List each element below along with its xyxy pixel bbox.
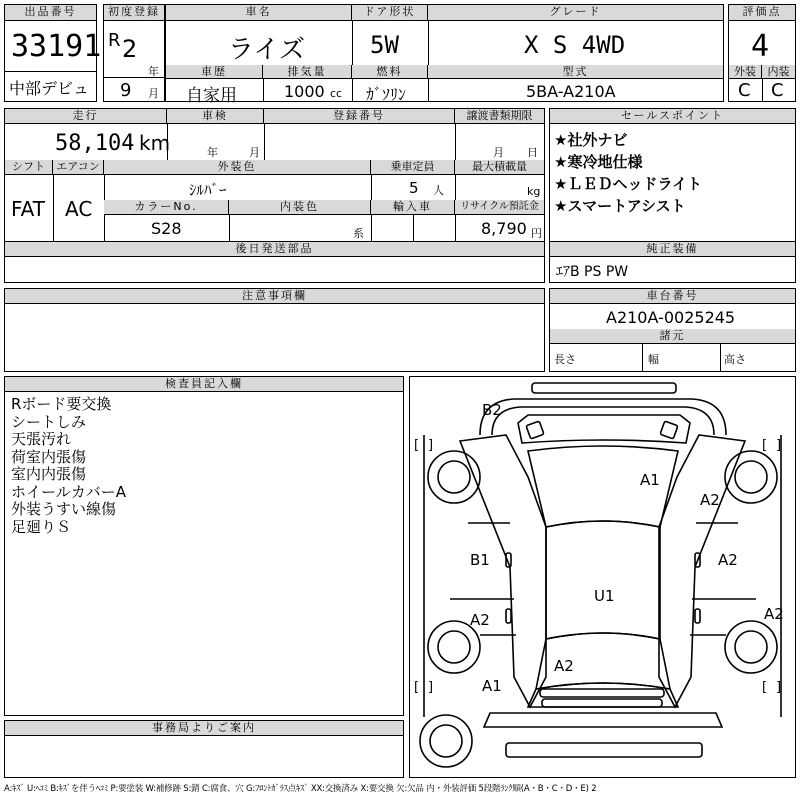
interior-color-unit: 系 <box>353 227 364 240</box>
office-notice-box <box>4 720 404 778</box>
equipment-value: ｴｱB PS PW <box>556 264 629 280</box>
year-unit: 年 <box>148 65 159 78</box>
reg-month: 9 <box>120 80 132 101</box>
chassis-number: A210A-0025245 <box>606 308 736 327</box>
inspector-note: シートしみ <box>11 412 87 431</box>
svg-text:[: [ <box>762 438 768 453</box>
month-unit: 月 <box>148 87 159 100</box>
car-diagram-box <box>409 376 796 778</box>
sales-point-item: ★社外ナビ <box>554 131 628 149</box>
chassis-box <box>549 288 796 372</box>
damage-mark: B1 <box>470 551 490 569</box>
damage-mark: B2 <box>482 401 502 419</box>
inspector-note: 足廻りＳ <box>11 517 72 536</box>
history: 自家用 <box>186 86 237 106</box>
score-label: 評価点 <box>729 5 795 21</box>
dimensions-label: 諸元 <box>550 329 795 344</box>
sales-points-label: セールスポイント <box>550 109 795 124</box>
damage-mark: A2 <box>700 491 720 509</box>
max-load-unit: kg <box>527 185 541 198</box>
car-info-cell <box>165 4 724 106</box>
interior-label: 内装 <box>762 65 795 79</box>
damage-mark: U1 <box>594 587 615 605</box>
lot-number-label: 出品番号 <box>5 5 96 21</box>
legend: A:ｷｽﾞ U:ﾍｺﾐ B:ｷｽﾞを伴うﾍｺﾐ P:要塗装 W:補修跡 S:錆 C:腐食、穴 G:ﾌﾛﾝﾄｶﾞﾗｽ点ｷｽﾞ XX:交換済み X:要交換 欠:欠品 内・外装評価 5段階ﾗﾝｸ順(A・B・C・D・E) 2 <box>4 784 597 794</box>
displacement: 1000 <box>284 82 325 101</box>
door-type: 5W <box>370 31 399 59</box>
grade: X S 4WD <box>524 31 626 59</box>
mileage: 58,104 <box>55 131 135 156</box>
fuel: ｶﾞｿﾘﾝ <box>366 85 407 104</box>
lot-number: 33191 <box>11 29 102 64</box>
inspector-note: 外装うすい線傷 <box>11 500 117 518</box>
ac-label: エアコン <box>53 160 104 175</box>
recycle-deposit: 8,790 <box>481 219 527 238</box>
door-label: ドア形状 <box>352 5 428 21</box>
svg-text:[: [ <box>762 680 768 695</box>
era: R <box>108 30 121 51</box>
damage-mark: A2 <box>718 551 738 569</box>
color-number: S28 <box>151 219 182 238</box>
inspector-note: Rボード要交換 <box>11 395 112 413</box>
damage-mark: A1 <box>482 677 502 695</box>
damage-mark: A2 <box>764 605 784 623</box>
sales-point-item: ★寒冷地仕様 <box>554 153 643 171</box>
ac: AC <box>65 197 93 221</box>
transfer-day-unit: 日 <box>527 146 538 159</box>
fuel-label: 燃料 <box>352 65 428 79</box>
spec-table <box>4 108 545 242</box>
import-label: 輸入車 <box>371 200 455 215</box>
height-label: 高さ <box>724 353 746 366</box>
svg-text:]: ] <box>776 438 782 453</box>
inspector-notes-label: 検査員記入欄 <box>5 377 403 392</box>
score: 4 <box>751 29 770 64</box>
mileage-unit: km <box>139 131 171 155</box>
model-code: 5BA-A210A <box>526 82 616 101</box>
equipment-label: 純正装備 <box>550 242 795 257</box>
history-label: 車歴 <box>166 65 263 79</box>
office-notice-label: 事務局よりご案内 <box>5 721 403 736</box>
color: ｼﾙﾊﾞｰ <box>189 181 227 199</box>
recycle-unit: 円 <box>531 227 542 240</box>
first-registration-cell <box>103 4 165 102</box>
inspection-month-unit: 月 <box>249 146 260 159</box>
car-body-diagram <box>410 377 795 777</box>
max-load-label: 最大積載量 <box>455 160 544 175</box>
inspector-note: 天張汚れ <box>11 430 72 448</box>
color-number-label: カラーNo. <box>104 200 229 215</box>
shift: FAT <box>11 197 46 221</box>
reg-year: 2 <box>122 35 138 63</box>
inspection-year-unit: 年 <box>207 146 218 159</box>
parts-box <box>4 241 545 283</box>
svg-text:[: [ <box>414 438 420 453</box>
damage-mark: A2 <box>554 657 574 675</box>
svg-text:]: ] <box>428 680 434 695</box>
color-label: 外装色 <box>104 160 371 175</box>
inspector-note: ホイールカバーA <box>11 482 126 501</box>
shift-label: シフト <box>5 160 53 175</box>
length-label: 長さ <box>554 353 576 366</box>
transfer-doc-label: 譲渡書類期限 <box>455 109 544 124</box>
reg-number-label: 登録番号 <box>264 109 455 124</box>
equipment-box <box>549 241 796 283</box>
damage-mark: A1 <box>640 471 660 489</box>
car-name-label: 車名 <box>166 5 352 21</box>
width-label: 幅 <box>648 353 659 366</box>
interior-color-label: 内装色 <box>229 200 371 215</box>
sales-point-item: ★スマートアシスト <box>554 197 686 215</box>
lot-number-cell <box>4 4 102 102</box>
interior-grade: C <box>771 80 784 101</box>
first-registration-label: 初度登録 <box>104 5 164 21</box>
inspection-label: 車検 <box>167 109 264 124</box>
venue-name: 中部デビュ <box>9 79 90 98</box>
svg-text:[: [ <box>414 680 420 695</box>
sales-points-box <box>549 108 796 242</box>
displacement-label: 排気量 <box>263 65 352 79</box>
svg-text:]: ] <box>428 438 434 453</box>
parts-label: 後日発送部品 <box>5 242 544 257</box>
transfer-month-unit: 月 <box>493 146 504 159</box>
grade-label: グレード <box>428 5 723 21</box>
svg-text:]: ] <box>776 680 782 695</box>
seats-unit: 人 <box>433 184 444 197</box>
chassis-label: 車台番号 <box>550 289 795 304</box>
seats-label: 乗車定員 <box>371 160 455 175</box>
inspector-note: 室内内張傷 <box>11 465 87 483</box>
car-name: ライズ <box>228 35 305 65</box>
cautions-box <box>4 288 545 372</box>
exterior-grade: C <box>738 80 751 101</box>
exterior-label: 外装 <box>729 65 762 79</box>
inspector-notes-box <box>4 376 404 716</box>
score-cell <box>728 4 796 102</box>
cautions-label: 注意事項欄 <box>5 289 544 304</box>
model-code-label: 型式 <box>428 65 723 79</box>
displacement-unit: cc <box>330 87 343 100</box>
sales-point-item: ★ＬＥＤヘッドライト <box>554 175 702 193</box>
recycle-label: リサイクル預託金 <box>455 200 544 215</box>
mileage-label: 走行 <box>5 109 167 124</box>
seats: 5 <box>409 179 419 197</box>
damage-mark: A2 <box>470 611 490 629</box>
inspector-note: 荷室内張傷 <box>11 447 87 466</box>
